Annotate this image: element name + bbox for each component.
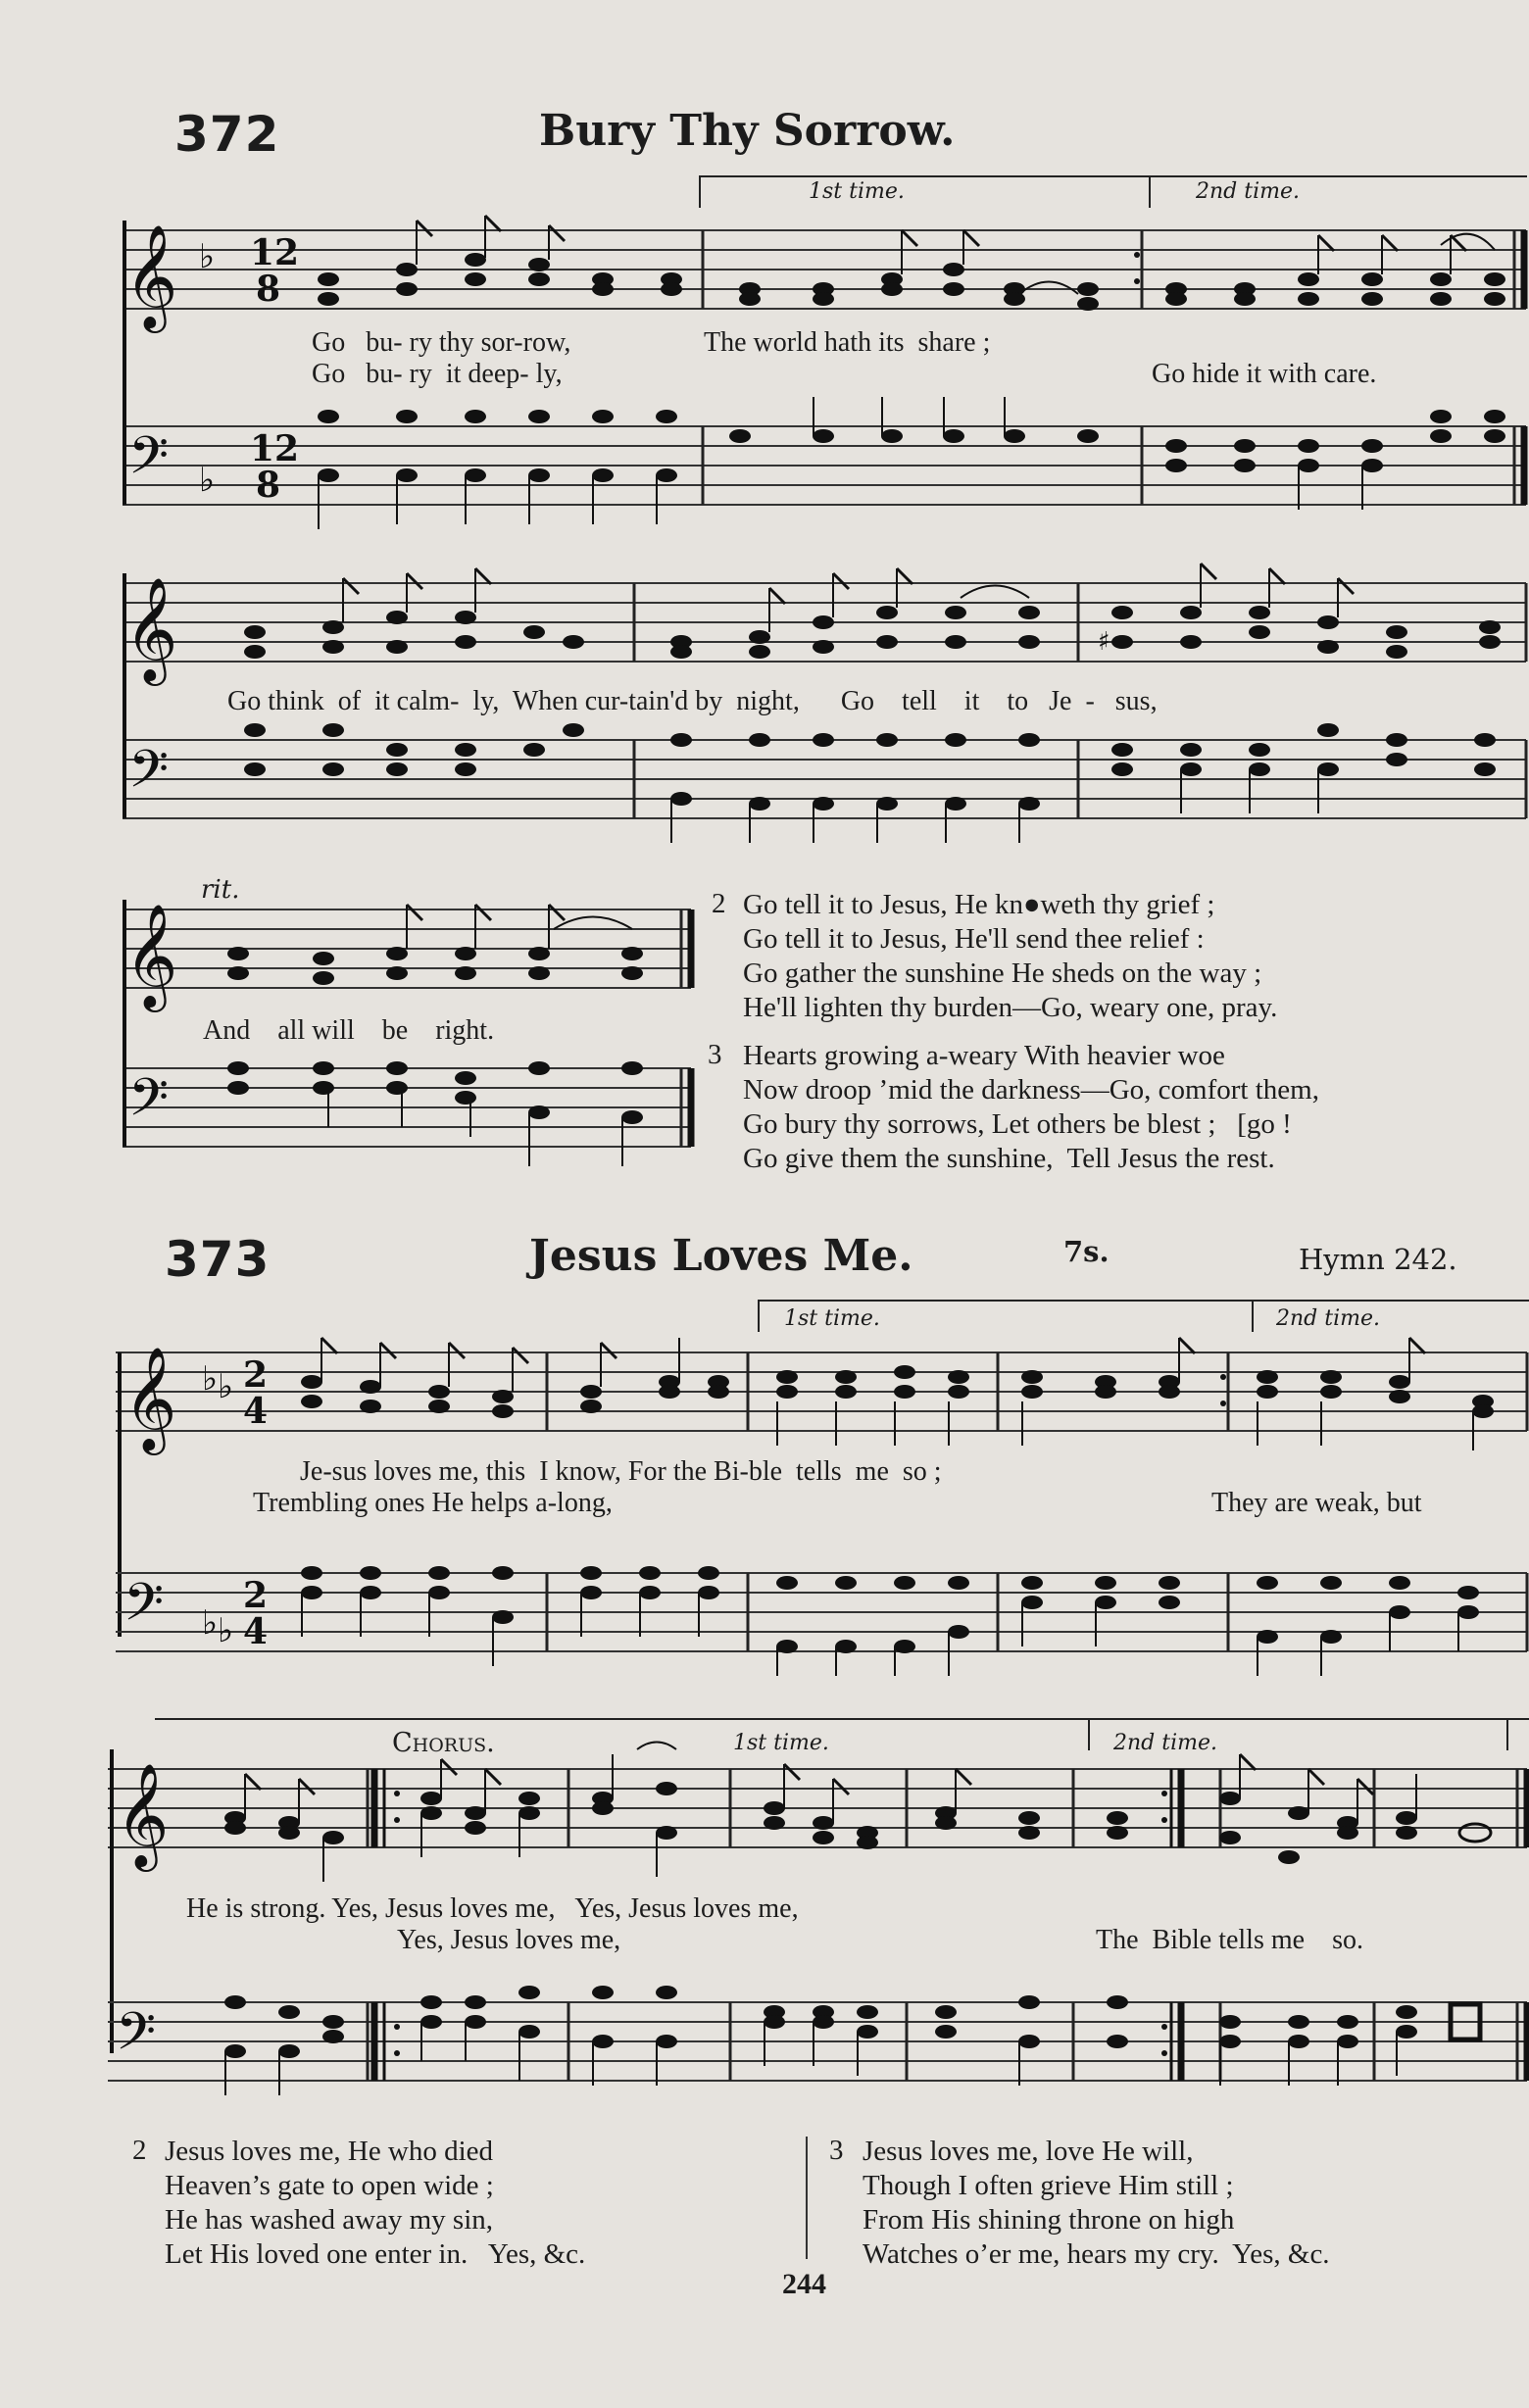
verse-number: 3 — [829, 2135, 844, 2166]
svg-text:𝄢: 𝄢 — [116, 2002, 157, 2075]
svg-text:4: 4 — [243, 1611, 269, 1652]
svg-text:𝄞: 𝄞 — [124, 903, 178, 1007]
lyric-line: The Bible tells me so. — [1096, 1925, 1363, 1955]
hymn-373-number: 373 — [165, 1231, 271, 1288]
treble-staff — [116, 1343, 1529, 1450]
verse-text: Hearts growing a-weary With heavier woe Now droop ’mid the darkness—Go, comfort them, Go bury thy sorrows, Let others be blest ; [go ! Go give them the sunshine, Tell Jesus the rest. — [743, 1040, 1319, 1174]
svg-text:2: 2 — [243, 1575, 269, 1616]
lyric-line: And all will be right. — [203, 1015, 495, 1046]
svg-text:𝄢: 𝄢 — [128, 1068, 170, 1141]
rit-marking: rit. — [201, 875, 240, 905]
svg-text:♭: ♭ — [218, 1611, 234, 1650]
svg-text:8: 8 — [256, 465, 281, 506]
verse-number: 2 — [132, 2135, 147, 2166]
meter-label: 7s. — [1063, 1235, 1110, 1268]
verse-text: Go tell it to Jesus, He kn●weth thy grief ; Go tell it to Jesus, He'll send thee relief : Go gather the sunshine He sheds on the way ; He'll lighten thy burden—Go, weary one, pray. — [743, 889, 1278, 1023]
hymn-reference: Hymn 242. — [1299, 1243, 1457, 1276]
lyric-line: Trembling ones He helps a-long, — [253, 1488, 613, 1518]
lyric-line: Je-sus loves me, this I know, For the Bi-ble tells me so ; — [300, 1456, 942, 1487]
verse-number: 2 — [712, 888, 726, 919]
svg-text:𝄢: 𝄢 — [123, 1573, 165, 1646]
first-time-label: 1st time. — [733, 1731, 829, 1755]
svg-text:𝄞: 𝄞 — [123, 1346, 177, 1450]
svg-text:𝄢: 𝄢 — [128, 740, 170, 812]
lyric-line: Yes, Jesus loves me, — [397, 1925, 621, 1955]
second-time-label: 2nd time. — [1196, 179, 1300, 204]
verse-text: Jesus loves me, love He will, Though I often grieve Him still ; From His shining throne on high Watches o’er me, hears my cry. Yes, &c. — [863, 2136, 1330, 2270]
svg-text:♭: ♭ — [199, 461, 216, 500]
page-number: 244 — [782, 2268, 826, 2300]
svg-text:𝄞: 𝄞 — [124, 576, 178, 681]
bass-staff — [108, 1992, 1529, 2110]
bass-staff — [123, 1058, 701, 1176]
svg-text:♭: ♭ — [202, 1603, 219, 1643]
svg-text:♭: ♭ — [199, 237, 216, 276]
svg-text:♭: ♭ — [218, 1367, 234, 1406]
lyric-line: Go bu- ry thy sor-row, — [312, 327, 571, 358]
chorus-label: Chorus. — [392, 1728, 495, 1758]
treble-staff — [123, 573, 1529, 681]
svg-text:𝄢: 𝄢 — [128, 426, 170, 499]
hymn-372-title: Bury Thy Sorrow. — [539, 106, 956, 156]
svg-text:12: 12 — [250, 428, 300, 469]
bass-staff — [116, 1563, 1529, 1681]
svg-text:8: 8 — [256, 269, 281, 310]
hymn-372-number: 372 — [174, 106, 280, 163]
treble-staff — [123, 221, 1529, 328]
treble-staff — [108, 1759, 1529, 1867]
lyric-line: Go hide it with care. — [1152, 359, 1377, 389]
verse-text: Jesus loves me, He who died Heaven’s gate to open wide ; He has washed away my sin, Let His loved one enter in. Yes, &c. — [165, 2136, 586, 2270]
second-time-label: 2nd time. — [1276, 1306, 1380, 1331]
svg-text:♯: ♯ — [1098, 627, 1110, 657]
bass-staff — [123, 730, 1529, 848]
second-time-label: 2nd time. — [1113, 1731, 1217, 1755]
svg-text:♭: ♭ — [202, 1359, 219, 1399]
column-divider — [806, 2137, 808, 2259]
svg-text:𝄞: 𝄞 — [124, 223, 178, 328]
lyric-line: Go think of it calm- ly, When cur-tain'd by night, Go tell it to Je - sus, — [227, 686, 1158, 716]
svg-text:2: 2 — [243, 1354, 269, 1396]
first-time-label: 1st time. — [809, 179, 905, 204]
svg-text:4: 4 — [243, 1391, 269, 1432]
treble-staff — [123, 900, 701, 1007]
svg-text:12: 12 — [250, 232, 300, 273]
bass-staff — [123, 417, 1529, 534]
svg-text:𝄞: 𝄞 — [116, 1762, 170, 1867]
first-time-label: 1st time. — [784, 1306, 880, 1331]
lyric-line: He is strong. Yes, Jesus loves me, Yes, Jesus loves me, — [186, 1893, 799, 1924]
lyric-line: The world hath its share ; — [704, 327, 991, 358]
lyric-line: Go bu- ry it deep- ly, — [312, 359, 563, 389]
hymn-373-title: Jesus Loves Me. — [529, 1231, 913, 1281]
verse-number: 3 — [708, 1039, 722, 1070]
lyric-line: They are weak, but — [1211, 1488, 1422, 1518]
